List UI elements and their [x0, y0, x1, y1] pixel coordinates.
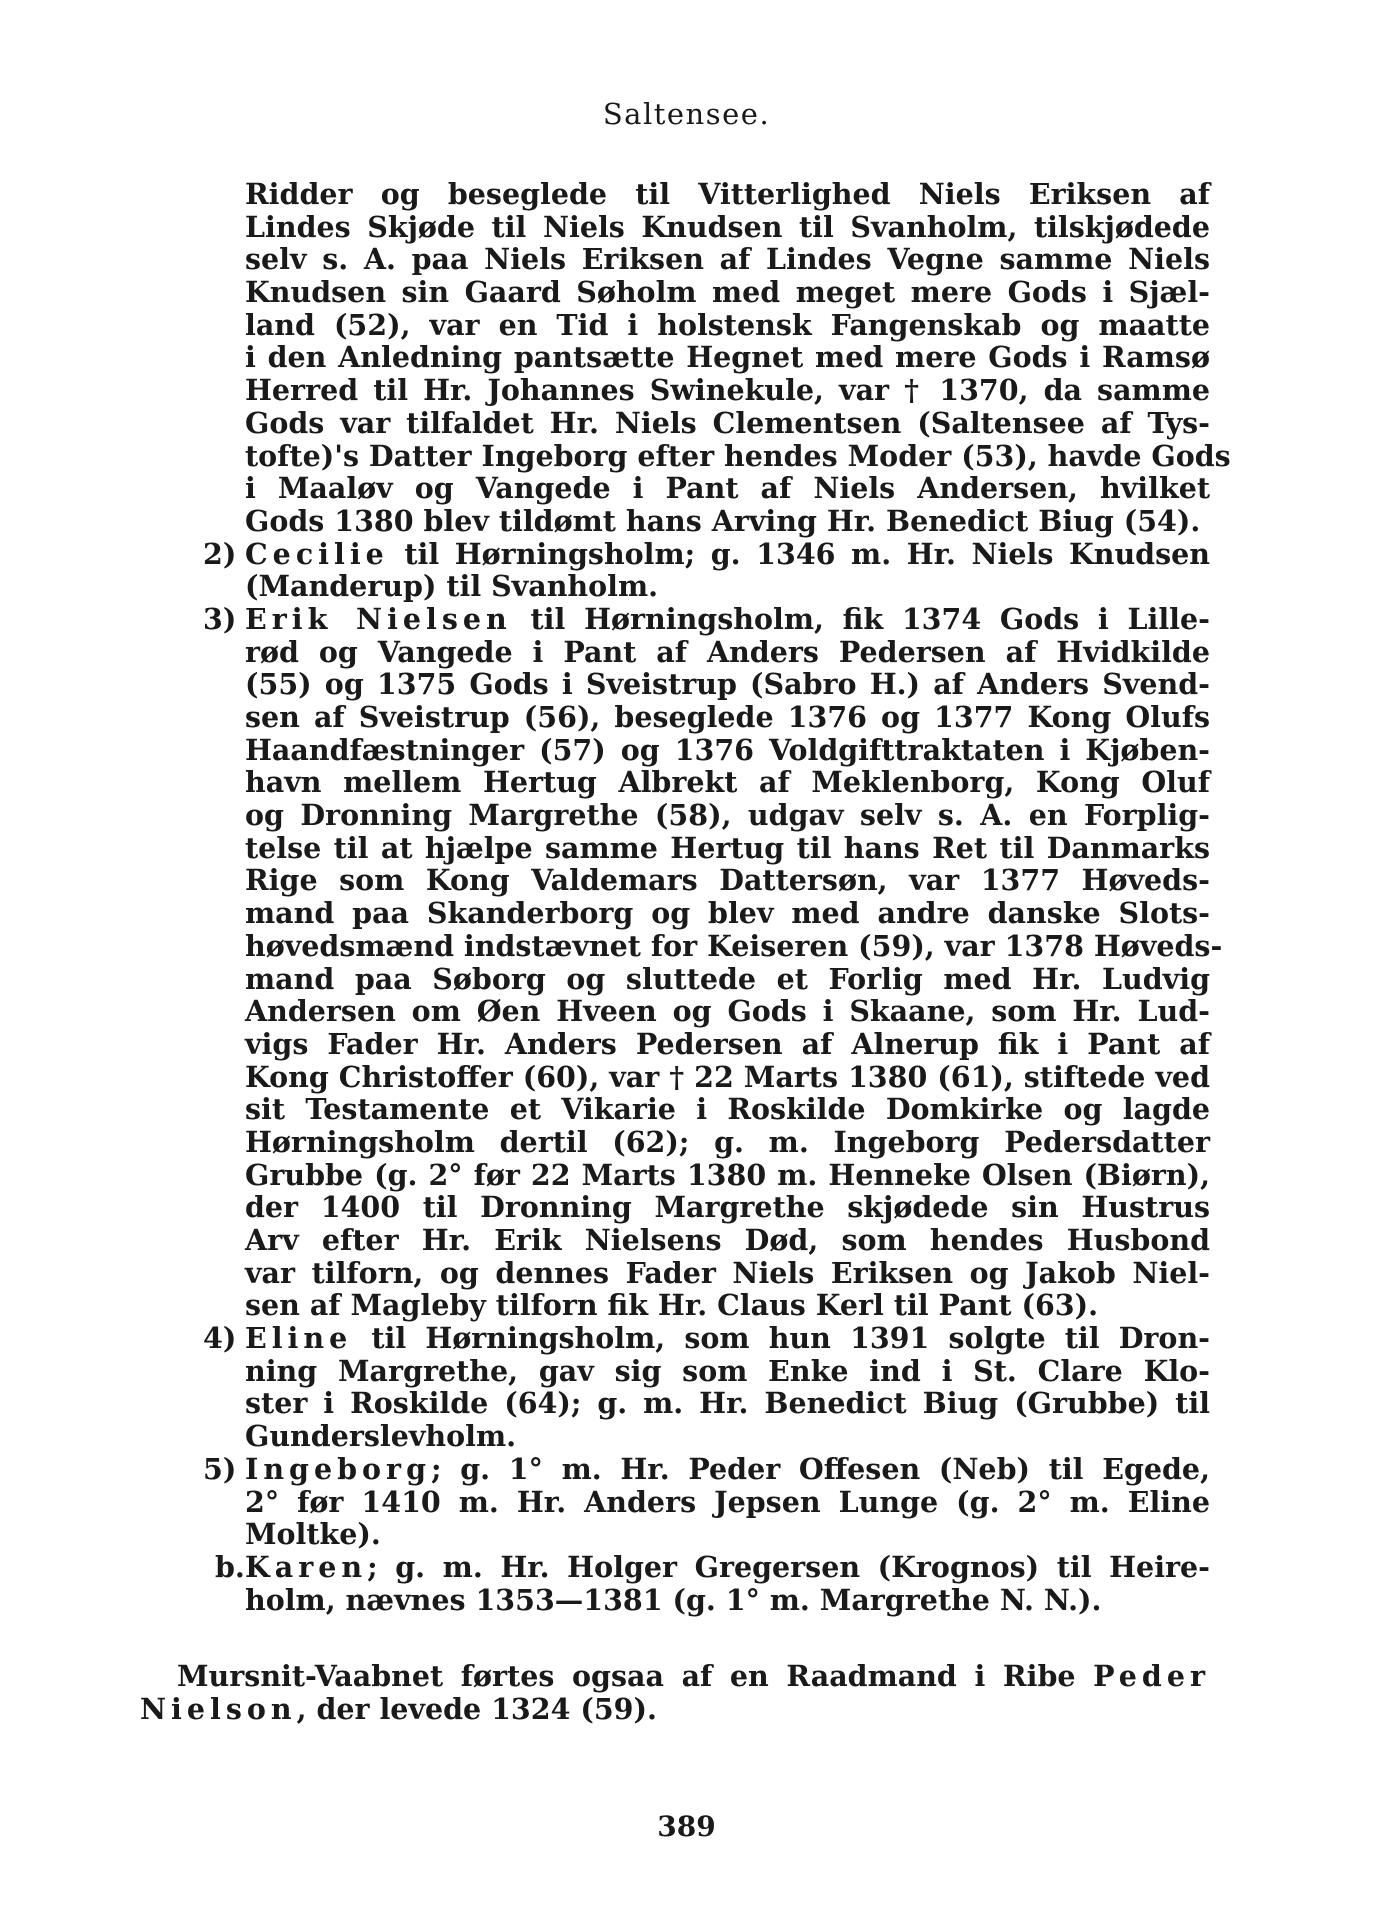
text-line: Rige som Kong Valdemars Dattersøn, var 1377 Høveds- — [245, 863, 1210, 898]
genealogy-entry-5 — [203, 1451, 1210, 1552]
main-text — [203, 177, 1231, 1617]
text-line: holm, nævnes 1353—1381 (g. 1° m. Margrethe N. N.). — [245, 1582, 1102, 1617]
entry-text: til Hørningsholm, fik 1374 Gods i Lille- — [511, 601, 1210, 636]
entry-text: til Hørningsholm, som hun 1391 solgte til Dron- — [352, 1321, 1210, 1356]
text-line: Ridder og beseglede til Vitterlighed Niels Eriksen af — [245, 177, 1210, 211]
text-line: ning Margrethe, gav sig som Enke ind i St. Clare Klo- — [245, 1353, 1210, 1388]
text-line — [245, 1322, 1210, 1355]
text-line: Gunderslevholm. — [245, 1419, 517, 1454]
text-line: Grubbe (g. 2° før 22 Marts 1380 m. Henneke Olsen (Biørn), — [245, 1157, 1210, 1192]
person-name: Cecilie — [245, 536, 389, 571]
person-name: Nielson — [140, 1691, 297, 1726]
text-line: der 1400 til Dronning Margrethe skjødede sin Hustrus — [245, 1190, 1210, 1225]
text-line: tofte)'s Datter Ingeborg efter hendes Moder (53), havde Gods — [245, 438, 1231, 473]
entry-number: 5) — [203, 1451, 237, 1486]
text-line: mand paa Søborg og sluttede et Forlig med Hr. Ludvig — [245, 961, 1210, 996]
text-line: høvedsmænd indstævnet for Keiseren (59), var 1378 Høveds- — [245, 928, 1223, 963]
text-line — [140, 1693, 1210, 1726]
text-line: (Manderup) til Svanholm. — [245, 569, 659, 604]
text-line: telse til at hjælpe samme Hertug til hans Ret til Danmarks — [245, 830, 1210, 865]
text-line: Moltke). — [245, 1517, 381, 1552]
text-line — [245, 1551, 1210, 1584]
person-name: Peder — [1093, 1659, 1210, 1693]
text-line: 2° før 1410 m. Hr. Anders Jepsen Lunge (g. 2° m. Eline — [245, 1484, 1210, 1519]
genealogy-entry-3 — [203, 601, 1223, 1323]
running-header: Saltensee. — [602, 97, 771, 131]
text-line: (55) og 1375 Gods i Sveistrup (Sabro H.) af Anders Svend- — [245, 667, 1210, 702]
text-line: ster i Roskilde (64); g. m. Hr. Benedict Biug (Grubbe) til — [245, 1386, 1210, 1421]
text-line: var tilforn, og dennes Fader Niels Eriksen og Jakob Niel- — [245, 1255, 1210, 1290]
entry-text: ; g. 1° m. Hr. Peder Offesen (Neb) til Egede, — [431, 1451, 1210, 1486]
entry-number: 3) — [203, 601, 237, 636]
text-line: Lindes Skjøde til Niels Knudsen til Svanholm, tilskjødede — [245, 209, 1210, 244]
closing-paragraph — [140, 1660, 1210, 1725]
genealogy-entry-b — [215, 1549, 1210, 1617]
text-line: land (52), var en Tid i holstensk Fangenskab og maatte — [245, 307, 1210, 342]
text-line: rød og Vangede i Pant af Anders Pedersen af Hvidkilde — [245, 634, 1210, 669]
text-line — [245, 603, 1210, 636]
closing-text: Mursnit-Vaabnet førtes ogsaa af en Raadmand i Ribe — [177, 1659, 1094, 1693]
text-line: mand paa Skanderborg og blev med andre danske Slots- — [245, 896, 1210, 931]
intro-paragraph — [245, 177, 1231, 538]
text-line: Hørningsholm dertil (62); g. m. Ingeborg Pedersdatter — [245, 1124, 1210, 1159]
closing-text: , der levede 1324 (59). — [296, 1691, 657, 1726]
entry-text: til Hørningsholm; g. 1346 m. Hr. Niels Knudsen — [388, 536, 1210, 571]
text-line: sen af Magleby tilforn fik Hr. Claus Kerl til Pant (63). — [245, 1288, 1099, 1323]
text-line: i Maaløv og Vangede i Pant af Niels Andersen, hvilket — [245, 471, 1210, 506]
text-line: Kong Christoffer (60), var † 22 Marts 1380 (61), stiftede ved — [245, 1059, 1210, 1094]
text-line: sit Testamente et Vikarie i Roskilde Domkirke og lagde — [245, 1092, 1210, 1127]
text-line — [245, 538, 1210, 571]
text-line: havn mellem Hertug Albrekt af Meklenborg, Kong Oluf — [245, 765, 1210, 800]
genealogy-entry-2 — [203, 536, 1210, 604]
page-number: 389 — [657, 1810, 716, 1843]
text-line — [140, 1660, 1210, 1693]
text-line: Gods 1380 blev tildømt hans Arving Hr. Benedict Biug (54). — [245, 503, 1201, 538]
genealogy-entry-4 — [203, 1321, 1210, 1454]
person-name: Karen — [245, 1549, 368, 1584]
text-line: og Dronning Margrethe (58), udgav selv s. A. en Forplig- — [245, 798, 1210, 833]
text-line — [245, 1453, 1210, 1486]
text-line: sen af Sveistrup (56), beseglede 1376 og 1377 Kong Olufs — [245, 700, 1210, 734]
text-line: Herred til Hr. Johannes Swinekule, var † 1370, da samme — [245, 373, 1210, 408]
text-line: vigs Fader Hr. Anders Pedersen af Alnerup fik i Pant af — [245, 1026, 1210, 1061]
person-name: Ingeborg — [245, 1451, 431, 1486]
entry-text: ; g. m. Hr. Holger Gregersen (Krognos) til Heire- — [367, 1549, 1210, 1584]
text-line: selv s. A. paa Niels Eriksen af Lindes Vegne samme Niels — [245, 242, 1210, 277]
text-line: Knudsen sin Gaard Søholm med meget mere Gods i Sjæl- — [245, 275, 1210, 310]
entry-number: 2) — [203, 536, 237, 571]
person-name: Erik Nielsen — [245, 601, 512, 636]
entry-number: b. — [215, 1549, 245, 1584]
text-line: Andersen om Øen Hveen og Gods i Skaane, som Hr. Lud- — [245, 994, 1210, 1029]
entry-number: 4) — [203, 1321, 237, 1356]
text-line: i den Anledning pantsætte Hegnet med mere Gods i Ramsø — [245, 340, 1210, 375]
person-name: Eline — [245, 1321, 353, 1356]
text-line: Haandfæstninger (57) og 1376 Voldgifttraktaten i Kjøben- — [245, 732, 1210, 767]
text-line: Arv efter Hr. Erik Nielsens Død, som hendes Husbond — [245, 1223, 1210, 1257]
text-line: Gods var tilfaldet Hr. Niels Clementsen (Saltensee af Tys- — [245, 405, 1210, 440]
